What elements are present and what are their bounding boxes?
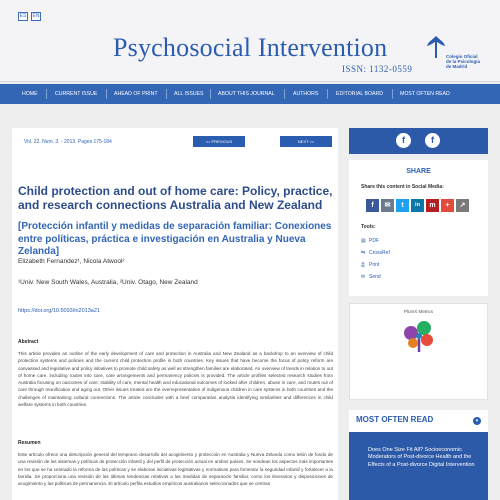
article-authors: Elizabeth Fernandez¹, Nicola Atwool² [18,258,125,265]
publisher-name: Colegio Oficial de la Psicología de Madrid [446,54,481,69]
nav-all-issues[interactable]: ALL ISSUES [174,91,204,97]
chevron-down-icon[interactable]: ▾ [473,417,481,425]
site-header [0,0,500,82]
share-icon[interactable]: ↗ [456,199,469,212]
social-follow-box [349,128,488,154]
most-often-read-title: MOST OFTEN READ [356,415,434,424]
facebook-follow-icon-2[interactable]: f [425,133,440,148]
main-navigation [0,84,500,104]
article-affiliations: ¹Univ. New South Wales, Australia, ²Univ. Otago, New Zealand [18,279,198,286]
nav-divider [166,89,167,99]
doi-link[interactable]: https://doi.org/10.5093/in2013a21 [18,308,100,314]
pdf-icon: ▤ [361,238,366,244]
most-often-read-item[interactable] [349,432,488,500]
crossref-icon: ⇆ [361,250,366,256]
article-subtitle: [Protección infantil y medidas de separación familiar: Conexiones entre políticas, práctica e investigación en Australia y Nueva Zelanda] [18,221,332,257]
article-title: Child protection and out of home care: Policy, practice, and research connections Australia and New Zealand [18,184,333,212]
share-title: SHARE [406,168,431,175]
most-often-read-panel [349,410,488,500]
nav-home[interactable]: HOME [22,91,38,97]
mail-icon[interactable]: ✉ [381,199,394,212]
nav-most-often-read[interactable]: MOST OFTEN READ [400,91,450,97]
plus-icon[interactable]: + [441,199,454,212]
linkedin-icon[interactable]: in [411,199,424,212]
tool-crossref[interactable]: ⇆ CrossRef [361,250,390,256]
abstract-text: This article provides an outline of the early development of care and protection in Australia and New Zealand as a backdrop to an overview of child protection systems and policies and the current child protection profile in both countries. Key issues that have become the focus of policy reform are canvassed and legislative and policy initiatives to promote child safety as well as strengthen families are elaborated. An overview of trends in relation to out of home care, including routes into care, care arrangements and permanency policies is provided. The article profiles selected research studies from Australia focusing on outcomes of care: stability of care, mental health and educational outcomes of looked after children, abuse in care, and routes out of care through reunification and aging out. Other issues treated are the overrepresentation of indigenous children in care systems in both countries and the challenges of maintaining cultural connections. The article concludes with a brief comparative analysis identifying similarities and differences in child welfare systems in both countries. [18,351,333,408]
plumx-widget[interactable] [349,303,488,400]
publisher-logo-icon [426,34,446,60]
nav-divider [392,89,393,99]
nav-divider [284,89,285,99]
nav-divider [106,89,107,99]
plumx-icon [399,319,439,359]
nav-divider [46,89,47,99]
issn-label: ISSN: 1132-0559 [342,64,413,74]
article-panel [12,128,338,500]
language-en-button[interactable]: EN [32,13,40,19]
nav-editorial-board[interactable]: EDITORIAL BOARD [336,91,383,97]
tool-print[interactable]: ⎙ Print [361,262,380,268]
facebook-icon[interactable]: f [366,199,379,212]
share-subtitle: Share this content in Social Media: [361,184,444,190]
next-button[interactable]: NEXT >> [280,136,332,147]
nav-ahead-of-print[interactable]: AHEAD OF PRINT [114,91,158,97]
send-icon: ✉ [361,274,366,280]
nav-current-issue[interactable]: CURRENT ISSUE [55,91,98,97]
plumx-title: PlumX Metrics [403,309,433,314]
twitter-icon[interactable]: t [396,199,409,212]
share-panel [349,160,488,296]
tool-send[interactable]: ✉ Send [361,274,381,280]
journal-title[interactable]: Psychosocial Intervention [113,33,388,62]
nav-divider [327,89,328,99]
nav-divider [210,89,211,99]
previous-button[interactable]: << PREVIOUS [193,136,245,147]
resumen-text: Este artículo ofrece una descripción general del temprano desarrollo del acogimiento y protección en Australia y Nueva Zelanda como telón de fondo de una revisión de los sistemas y políticas de protección infantil y del perfil de protección actual en ambos países. Se sondean los aspectos más importantes en los que se ha centrado la reforma de las políticas y se elaboran iniciativas legislativas y normativas para fomentar la seguridad infantil y fortalecer a la familia. Se proporciona una revisión de las últimas tendencias relativas a las medidas de separación familiar, como los itinerarios y disposiciones de acogimiento y las políticas de permanencia. El artículo perfila estudios empíricos australianos seleccionados que se centran [18,452,333,487]
tools-heading: Tools: [361,224,376,230]
print-icon: ⎙ [361,262,366,268]
nav-authors[interactable]: AUTHORS [293,91,319,97]
facebook-follow-icon[interactable]: f [396,133,411,148]
nav-about[interactable]: ABOUT THIS JOURNAL [218,91,275,97]
tool-pdf[interactable]: ▤ PDF [361,238,379,244]
language-es-button[interactable]: ES [19,13,27,19]
abstract-heading: Abstract [18,339,39,345]
resumen-heading: Resumen [18,440,41,446]
mendeley-icon[interactable]: m [426,199,439,212]
most-often-read-link[interactable]: Does One Size Fit All? Socioeconomic Moderators of Post-divorce Health and the Effects of a Post-divorce Digital Intervention [368,447,475,468]
volume-info: Vol. 22. Num. 3. - 2013. Pages 175-184 [24,139,112,145]
